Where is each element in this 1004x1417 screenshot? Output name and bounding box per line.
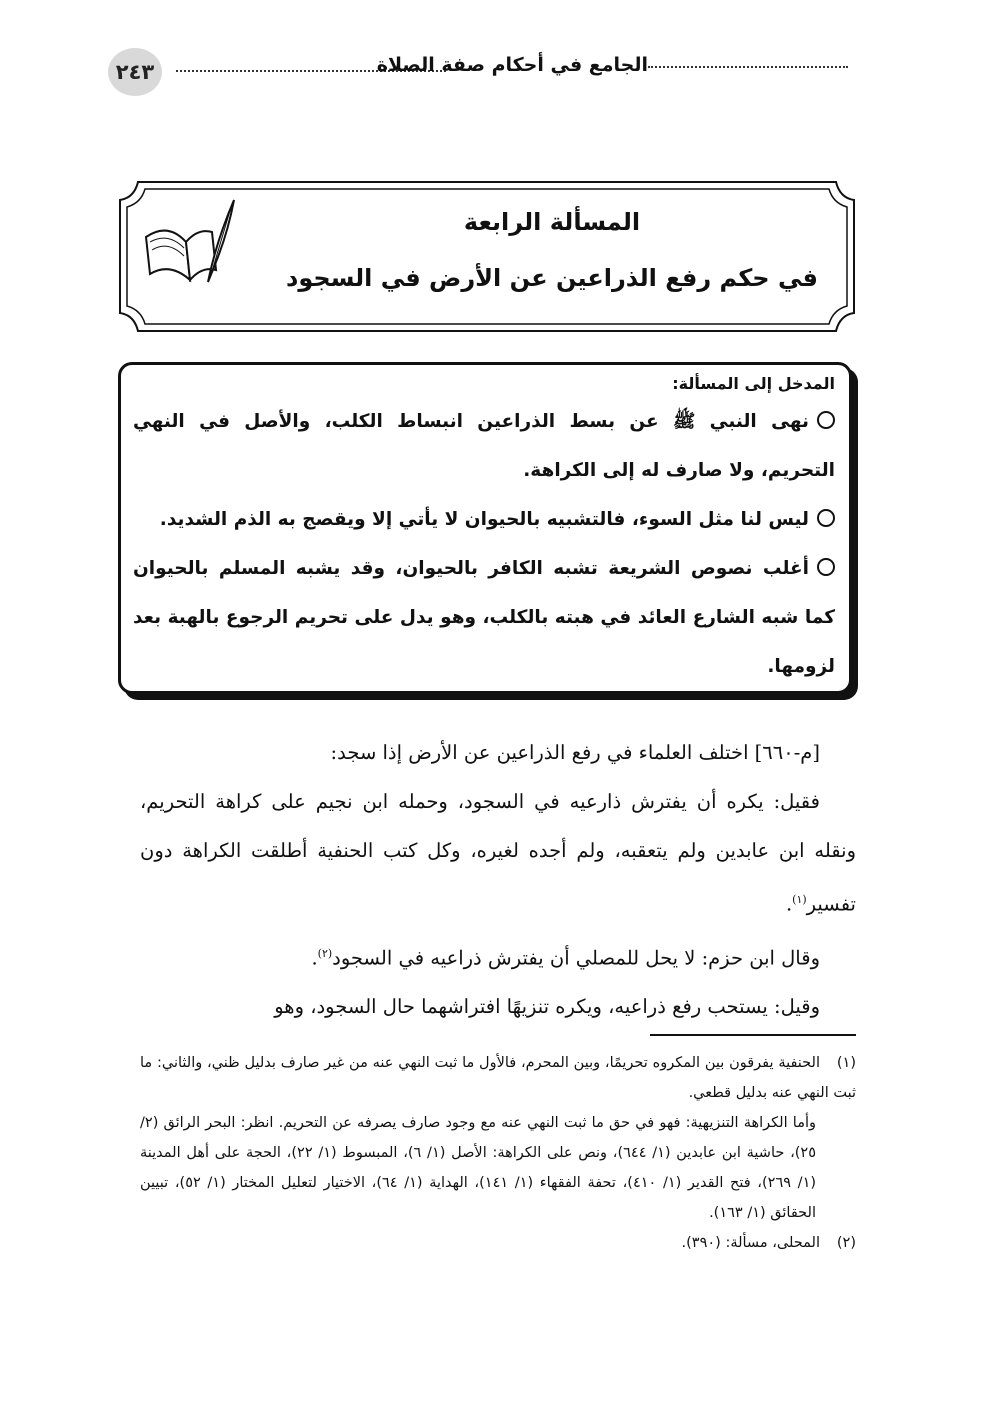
paragraph: وقال ابن حزم: لا يحل للمصلي أن يفترش ذراعيه في السجود$^{(٢)}$. — [311, 946, 820, 969]
chapter-title-frame — [118, 180, 856, 333]
footnotes — [140, 1048, 856, 1258]
intro-heading: المدخل إلى المسألة: — [672, 374, 835, 393]
chapter-title-line2: في حكم رفع الذراعين عن الأرض في السجود — [286, 264, 818, 292]
intro-bullet: أغلب نصوص الشريعة تشبه الكافر بالحيوان، وقد يشبه المسلم بالحيوان كما شبه الشارع العائد في هبته بالكلب، وهو يدل على تحريم الرجوع بالهبة بعد لزومها. — [133, 558, 835, 677]
footnote-2: (٢)المحلى، مسألة: (٣٩٠). — [681, 1235, 856, 1251]
book-title: الجامع في أحكام صفة الصلاة — [376, 54, 648, 76]
chapter-title-line1: المسألة الرابعة — [463, 208, 641, 236]
book-quill-icon — [138, 192, 238, 292]
page-number: ٢٤٣ — [108, 48, 162, 96]
footnote-divider — [650, 1034, 856, 1036]
body-text — [140, 728, 856, 1031]
circle-bullet-icon — [817, 509, 835, 527]
intro-bullet: نهى النبي ﷺ عن بسط الذراعين انبساط الكلب، والأصل في النهي التحريم، ولا صارف له إلى الكراهة. — [133, 411, 835, 481]
running-header — [108, 48, 848, 98]
circle-bullet-icon — [817, 558, 835, 576]
intro-box — [118, 362, 852, 694]
footnote-1: (١)الحنفية يفرقون بين المكروه تحريمًا، وبين المحرم، فالأول ما ثبت النهي عنه من غير صارف بدليل ظني، والثاني: ما ثبت النهي عنه بدليل قطعي. — [140, 1055, 856, 1101]
header-dots-right — [648, 66, 848, 68]
footnote-ref[interactable]: (٢) — [317, 946, 333, 960]
footnote-ref[interactable]: (١) — [792, 893, 807, 906]
paragraph: [م-٦٦٠] اختلف العلماء في رفع الذراعين عن الأرض إذا سجد: — [330, 741, 820, 764]
chapter-title — [248, 180, 856, 333]
circle-bullet-icon — [817, 411, 835, 429]
paragraph: فقيل: يكره أن يفترش ذارعيه في السجود، وحمله ابن نجيم على كراهة التحريم، ونقله ابن عابدين ولم يتعقبه، ولم أجده لغيره، وكل كتب الحنفية أطلقت الكراهة دون تفسير$^{(١)}$. — [140, 790, 856, 916]
paragraph: وقيل: يستحب رفع ذراعيه، ويكره تنزيهًا افتراشهما حال السجود، وهو — [274, 995, 820, 1018]
intro-bullet: ليس لنا مثل السوء، فالتشبيه بالحيوان لا يأتي إلا ويقصج به الذم الشديد. — [133, 495, 835, 544]
footnote-1-cont: وأما الكراهة التنزيهية: فهو في حق ما ثبت النهي عنه مع وجود صارف يصرفه عن التحريم. انظر: البحر الرائق (٢/ ٢٥)، حاشية ابن عابدين (١/ ٦٤٤)، ونص على الكراهة: الأصل (١/ ٦)، المبسوط (١/ ٢٢)، الحجة على أهل المدينة (١/ ٢٦٩)، فتح القدير (١/ ٤١٠)، تحفة الفقهاء (١/ ١٤١)، الهداية (١/ ٦٤)، الاختيار لتعليل المختار (١/ ٥٢)، تبيين الحقائق (١/ ١٦٣). — [140, 1115, 817, 1221]
